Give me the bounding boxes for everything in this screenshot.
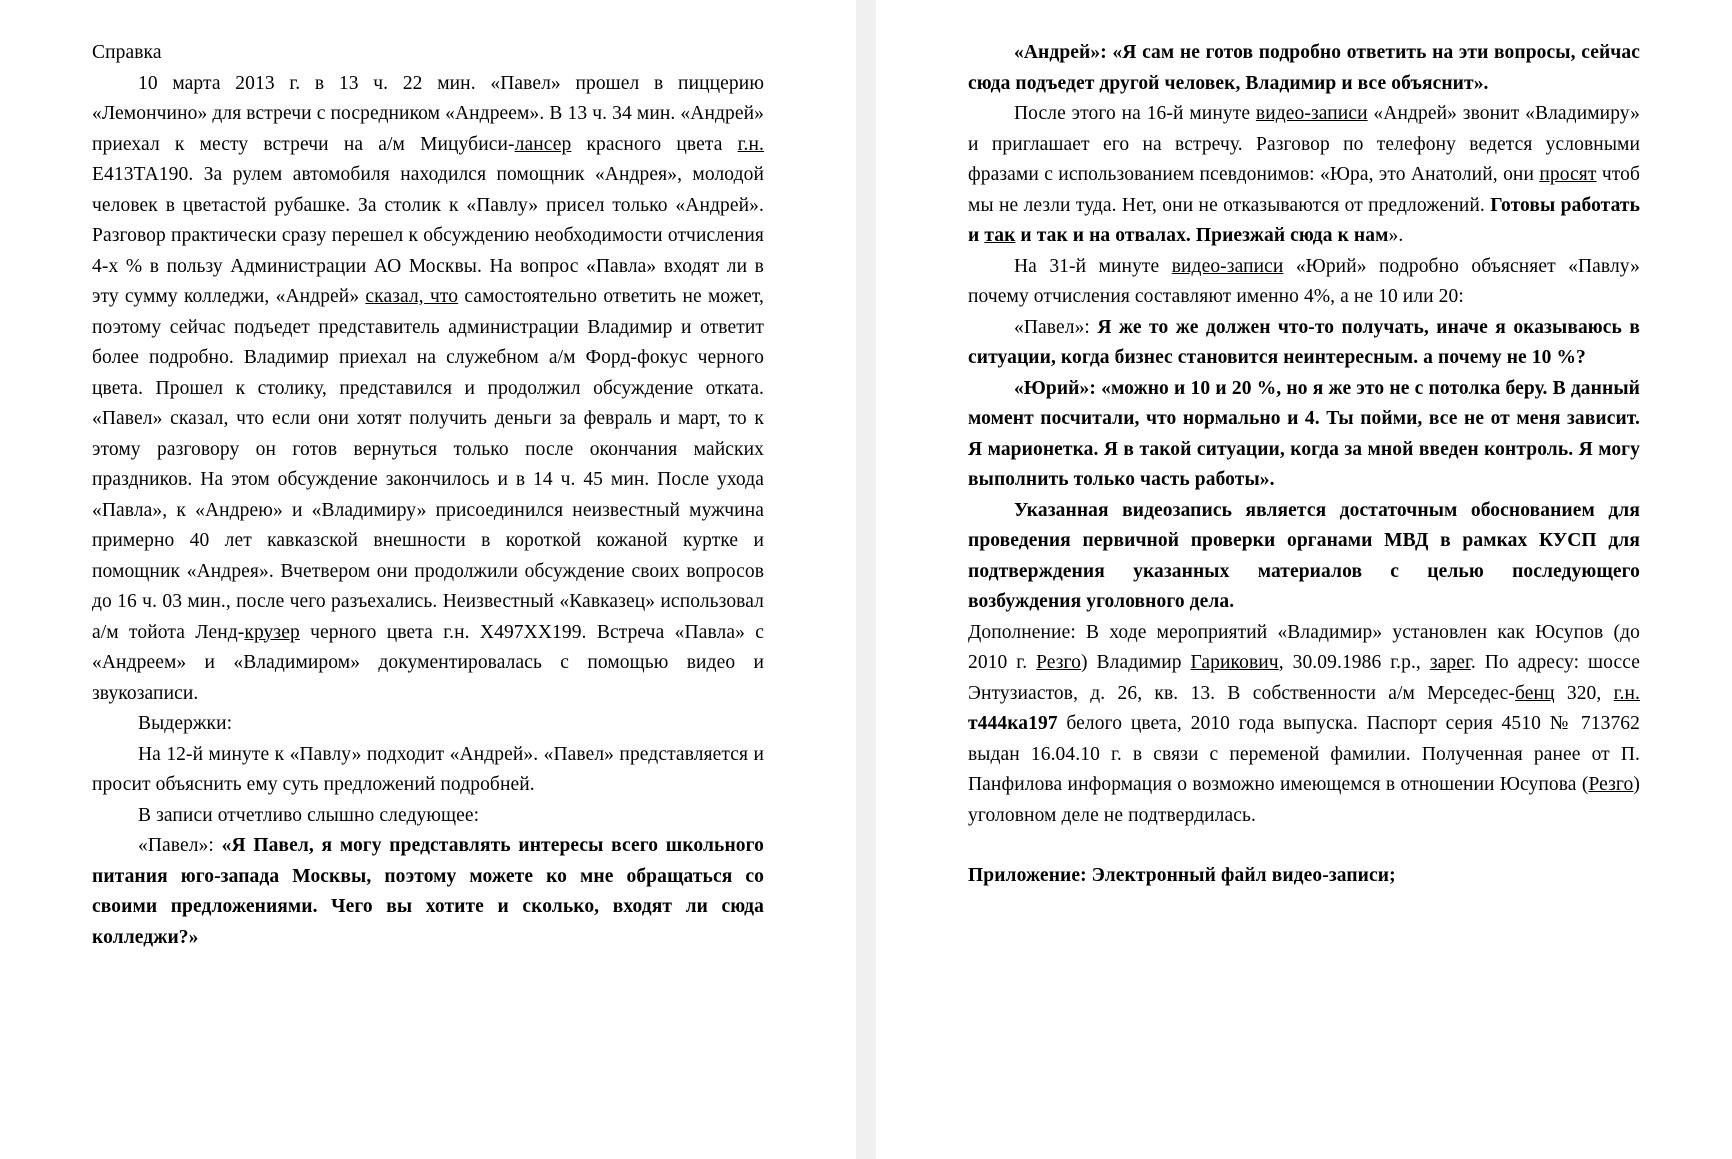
bold-text: Я же то же должен что-то получать, иначе я оказываюсь в ситуации, когда бизнес становится неинтересным. а почему не 10 %?	[968, 316, 1640, 368]
text-run: «Андрей» звонит «Владимиру» и приглашает его на встречу. Разговор по телефону ведется условными фразами с использованием псевдонимов: «Юра, это Анатолий, они	[968, 103, 1640, 185]
text-run: На 31-й минуте	[1014, 255, 1172, 277]
text-run: В записи отчетливо слышно следующее:	[138, 804, 480, 826]
text-run: 320,	[1554, 682, 1614, 704]
bold-text: :	[1089, 377, 1102, 399]
text-run: чтоб мы не лезли туда. Нет, они не отказываются от предложений.	[968, 164, 1640, 216]
underlined-text: просят	[1539, 164, 1597, 185]
left-page-column	[0, 0, 856, 1159]
paragraph	[92, 69, 764, 710]
paragraph	[92, 831, 764, 953]
text-run: 10 марта 2013 г. в 13 ч. 22 мин. «Павел» прошел в пиццерию «Лемончино» для встречи с посредником «Андреем». В 13 ч. 34 мин. «Андрей» приехал к месту встречи на а/м Мицубиси-	[92, 72, 764, 155]
paragraph	[968, 313, 1640, 374]
text-run: ) Владимир	[1081, 652, 1191, 673]
text-run: черного цвета г.н. Х497ХХ199. Встреча «Павла» с «Андреем» и «Владимиром» документировалась с помощью видео и звукозаписи.	[92, 621, 764, 704]
left-column-body	[92, 69, 764, 954]
paragraph	[968, 618, 1640, 832]
text-run: На 12-й минуте к «Павлу» подходит «Андрей». «Павел» представляется и просит объяснить ему суть предложений подробней.	[92, 743, 764, 795]
paragraph	[968, 99, 1640, 252]
underlined-text: сказал, что	[365, 286, 459, 307]
text-run: Дополнение: В ходе мероприятий «Владимир» установлен как Юсупов (до 2010 г.	[968, 621, 1640, 673]
paragraph	[92, 709, 764, 740]
right-page-column	[876, 0, 1732, 1159]
bold-text: т444ка197	[968, 713, 1058, 734]
underlined-text: зарег	[1429, 652, 1471, 673]
paragraph	[968, 861, 1640, 892]
paragraph	[968, 496, 1640, 618]
bold-text: Указанная видеозапись является достаточным обоснованием для проведения первичной проверки органами МВД в рамках КУСП для подтверждения указанных материалов с целью последующего возбуждения уголовного дела.	[968, 499, 1640, 612]
vertical-spacer	[968, 831, 1640, 861]
underlined-text: г.н.	[1613, 682, 1640, 704]
paragraph	[92, 740, 764, 801]
text-run: ».	[1388, 225, 1404, 246]
text-run: «Павел»:	[1014, 316, 1098, 338]
text-run: Выдержки:	[138, 713, 233, 734]
text-run: «Юрий» подробно объясняет «Павлу» почему отчисления составляют именно 4%, а не 10 или 20:	[968, 255, 1640, 307]
paragraph	[968, 374, 1640, 496]
paragraph	[968, 38, 1640, 99]
bold-text: «Я Павел, я могу представлять интересы всего школьного питания юго-запада Москвы, поэтому можете ко мне обращаться со своими предложениями. Чего вы хотите и сколько, входят ли сюда колледжи?»	[92, 835, 764, 948]
bold-text: и так и на отвалах. Приезжай сюда к нам	[1015, 225, 1389, 246]
underlined-text: Резго	[1036, 652, 1082, 673]
page-gutter	[856, 0, 876, 1159]
bold-text: Приложение: Электронный файл видео-записи;	[968, 865, 1396, 886]
underlined-text: видео-записи	[1171, 255, 1284, 277]
text-run: После этого на 16-й минуте	[1014, 103, 1256, 124]
text-run: Е413ТА190. За рулем автомобиля находился помощник «Андрея», молодой человек в цветастой рубашке. За столик к «Павлу» присел только «Андрей». Разговор практически сразу перешел к обсуждению необходимости отчисления 4-х % в пользу Администрации АО Москвы. На вопрос «Павла» входят ли в эту сумму колледжи, «Андрей»	[92, 164, 764, 307]
text-run: самостоятельно ответить не может, поэтому сейчас подъедет представитель администрации Владимир и ответит более подробно. Владимир приехал на служебном а/м Форд-фокус черного цвета. Прошел к столику, представился и продолжил обсуждение отката. «Павел» сказал, что если они хотят получить деньги за февраль и март, то к этому разговору он готов вернуться только после окончания майских праздников. На этом обсуждение закончилось и в 14 ч. 45 мин. После ухода «Павла», к «Андрею» и «Владимиру» присоединился неизвестный мужчина примерно 40 лет кавказской внешности в короткой кожаной куртке и помощник «Андрея». Вчетвером они продолжили обсуждение своих вопросов до 16 ч. 03 мин., после чего разъехались. Неизвестный «Кавказец» использовал а/м тойота Ленд-	[92, 286, 764, 643]
text-run: , 30.09.1986 г.р.,	[1278, 652, 1430, 673]
underlined-text: Резго	[1588, 774, 1634, 795]
underlined-text: лансер	[514, 133, 572, 155]
text-run: белого цвета, 2010 года выпуска. Паспорт серия 4510 № 713762 выдан 16.04.10 г. в связи с переменой фамилии. Полученная ранее от П. Панфилова информация о возможно имеющемся в отношении Юсупова (	[968, 713, 1640, 795]
text-run: ) уголовном деле не подтвердилась.	[968, 774, 1640, 826]
underlined-text: видео-записи	[1255, 103, 1368, 124]
document-heading: Справка	[92, 42, 162, 63]
paragraph	[92, 801, 764, 832]
text-run: красного цвета	[571, 133, 738, 155]
bold-text: «можно и 10 и 20 %, но я же это не с потолка беру. В данный момент посчитали, что нормально и 4. Ты пойми, все не от меня зависит. Я марионетка. Я в такой ситуации, когда за мной введен контроль. Я могу выполнить только часть работы».	[968, 377, 1640, 490]
paragraph	[968, 252, 1640, 313]
bold-text: Готовы работать и	[968, 194, 1641, 246]
underlined-text: крузер	[244, 621, 300, 643]
right-column-body	[968, 38, 1640, 892]
bold-text: «Юрий»	[1014, 377, 1090, 399]
bold-underlined-text: так	[984, 225, 1016, 246]
text-run: «Павел»:	[138, 835, 222, 856]
underlined-text: г.н.	[737, 133, 764, 155]
bold-text: «Андрей»: «Я сам не готов подробно ответить на эти вопросы, сейчас сюда подъедет другой человек, Владимир и все объяснит».	[968, 42, 1640, 94]
text-run: . По адресу: шоссе Энтузиастов, д. 26, кв. 13. В собственности а/м Мерседес-	[968, 652, 1640, 704]
underlined-text: Гарикович	[1190, 652, 1279, 673]
underlined-text: бенц	[1515, 682, 1555, 704]
